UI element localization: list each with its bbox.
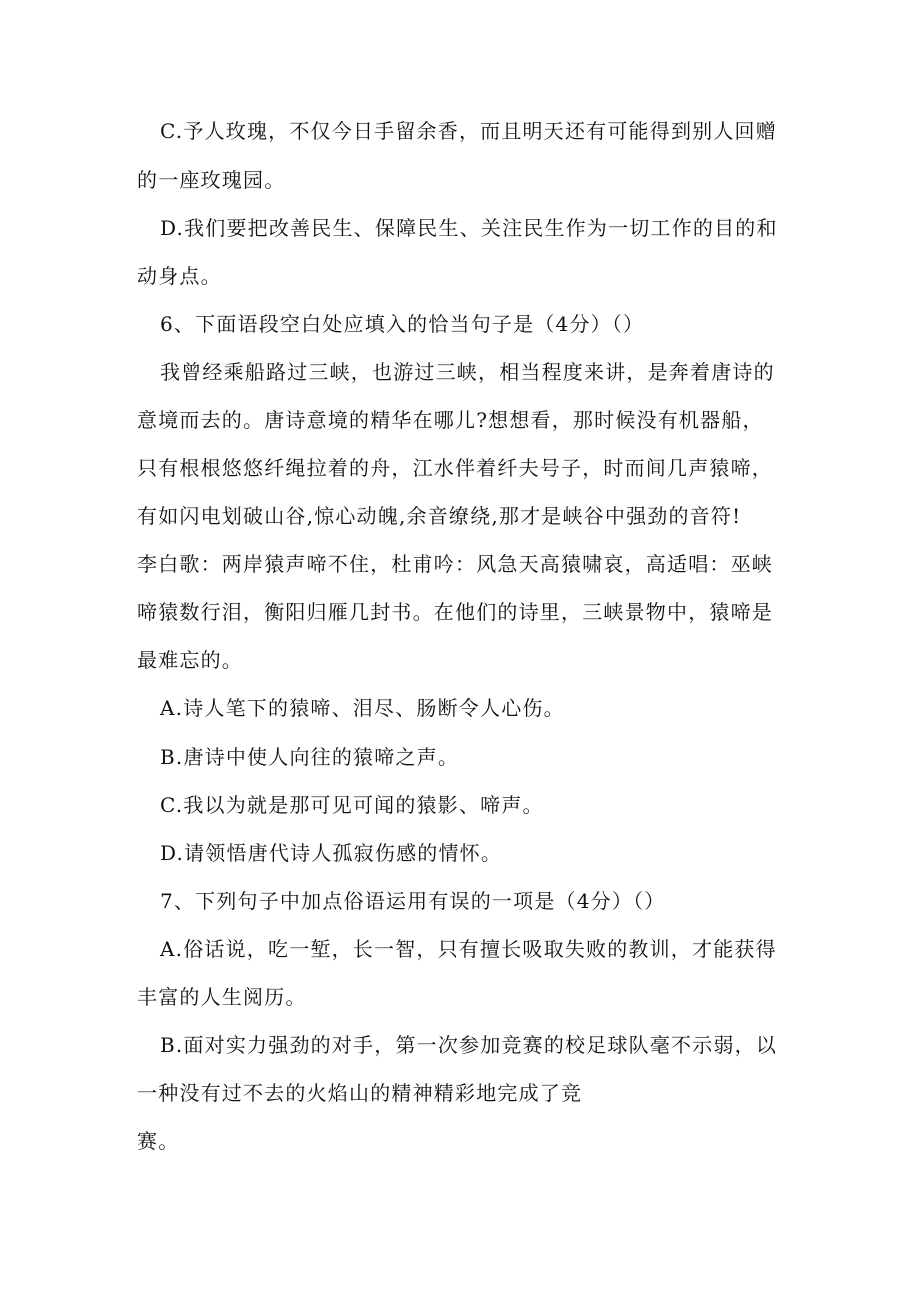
- q7-option-a-line-2: 丰富的人生阅历。: [137, 985, 307, 1009]
- passage-line-5: 李白歌：两岸猿声啼不住，杜甫吟：风急天高猿啸哀，高适唱：巫峡: [137, 552, 773, 576]
- passage-line-7: 最难忘的。: [137, 648, 243, 672]
- passage-line-4: 有如闪电划破山谷,惊心动魄,余音缭绕,那才是峡谷中强劲的音符!: [137, 504, 742, 528]
- passage-line-3: 只有根根悠悠纤绳拉着的舟，江水伴着纤夫号子，时而间几声猿啼，: [137, 456, 773, 480]
- q6-option-a: A.诗人笔下的猿啼、泪尽、肠断令人心伤。: [160, 696, 565, 720]
- q7-option-a-line-1: A.俗话说，吃一堑，长一智，只有擅长吸取失败的教训，才能获得: [160, 937, 777, 961]
- question-7-heading: 7、下列句子中加点俗语运用有误的一项是（4分）（）: [160, 889, 666, 913]
- passage-line-2: 意境而去的。唐诗意境的精华在哪儿?想想看，那时候没有机器船，: [137, 408, 764, 432]
- q6-option-c: C.我以为就是那可见可闻的猿影、啼声。: [160, 793, 544, 817]
- passage-line-1: 我曾经乘船路过三峡，也游过三峡，相当程度来讲，是奔着唐诗的: [160, 360, 775, 384]
- q7-option-b-line-3: 赛。: [137, 1129, 180, 1153]
- option-d-line-2: 动身点。: [137, 264, 222, 288]
- option-c-line-2: 的一座玫瑰园。: [137, 168, 286, 192]
- option-d-line-1: D.我们要把改善民生、保障民生、关注民生作为一切工作的目的和: [160, 216, 778, 240]
- option-c-line-1: C.予人玫瑰，不仅今日手留余香，而且明天还有可能得到别人回赠: [160, 119, 777, 143]
- q6-option-b: B.唐诗中使人向往的猿啼之声。: [160, 745, 460, 769]
- question-6-heading: 6、下面语段空白处应填入的恰当句子是（4分）（）: [160, 312, 645, 336]
- passage-line-6: 啼猿数行泪，衡阳归雁几封书。在他们的诗里，三峡景物中，猿啼是: [137, 600, 773, 624]
- q7-option-b-line-2: 一种没有过不去的火焰山的精神精彩地完成了竞: [137, 1081, 583, 1105]
- q6-option-d: D.请领悟唐代诗人孤寂伤感的情怀。: [160, 841, 503, 865]
- q7-option-b-line-1: B.面对实力强劲的对手，第一次参加竞赛的校足球队毫不示弱，以: [160, 1033, 778, 1057]
